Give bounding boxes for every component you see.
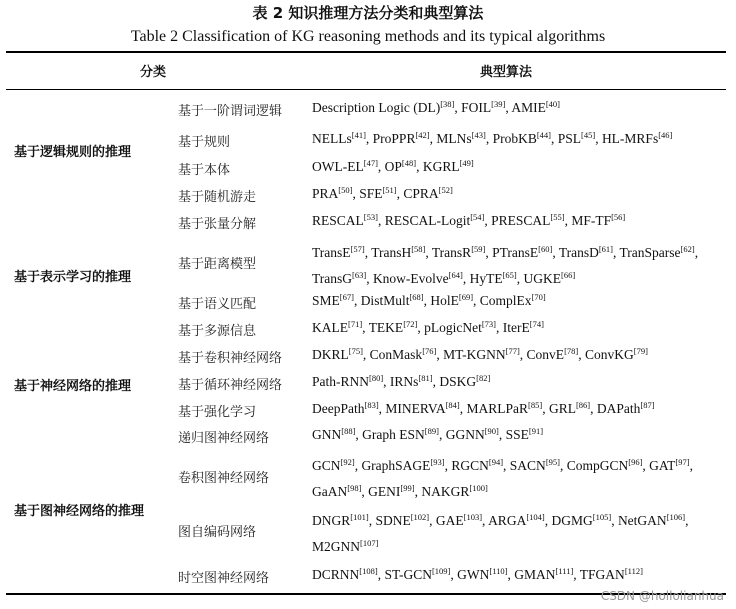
algorithm-item	[527, 347, 579, 362]
algorithm-item	[312, 458, 355, 473]
reference-number: [85]	[528, 400, 543, 410]
reference-number: [54]	[470, 212, 485, 222]
algorithm-name: GRL	[548, 401, 576, 416]
reference-number: [84]	[445, 400, 460, 410]
algorithm-item	[571, 213, 625, 228]
algorithm-name: FOIL	[461, 100, 492, 115]
algorithm-name: Graph ESN	[362, 427, 425, 442]
algorithm-name: RESCAL	[312, 213, 364, 228]
algorithm-item	[510, 458, 560, 473]
algorithm-name: GMAN	[514, 567, 556, 582]
reference-number: [100]	[469, 483, 488, 493]
reference-number: [68]	[409, 292, 424, 302]
algorithm-name: SFE	[359, 186, 383, 201]
algorithm-list: DKRL[75], ConMask[76], MT-KGNN[77], ConvE[78], ConvKG[79]	[312, 346, 648, 362]
algorithm-name: ComplEx	[479, 293, 532, 308]
algorithm-item	[430, 293, 473, 308]
algorithm-item	[312, 320, 362, 335]
header-rule	[6, 89, 726, 90]
algorithm-name: ProbKB	[492, 131, 537, 146]
subcategory-label: 基于语义匹配	[178, 297, 257, 312]
reference-number: [39]	[491, 99, 506, 109]
algorithm-item	[312, 100, 454, 115]
reference-number: [96]	[628, 457, 643, 467]
reference-number: [62]	[680, 244, 695, 254]
subcategory-label: 基于一阶谓词逻辑	[178, 104, 283, 119]
reference-number: [112]	[624, 566, 643, 576]
category-neural-network: 基于神经网络的推理	[14, 379, 132, 394]
algorithm-item	[506, 427, 543, 442]
algorithm-list: DeepPath[83], MINERVA[84], MARLPaR[85], GRL[86], DAPath[87]	[312, 400, 655, 416]
algorithm-list: DCRNN[108], ST-GCN[109], GWN[110], GMAN[111], TFGAN[112]	[312, 566, 643, 582]
algorithm-name: GraphSAGE	[361, 458, 431, 473]
algorithm-name: pLogicNet	[424, 320, 482, 335]
algorithm-name: ConvE	[526, 347, 565, 362]
algorithm-item	[443, 347, 520, 362]
algorithm-list: GNN[88], Graph ESN[89], GGNN[90], SSE[91]	[312, 426, 544, 442]
algorithm-item	[312, 401, 379, 416]
algorithm-name: NELLs	[312, 131, 352, 146]
algorithm-item	[424, 320, 496, 335]
algorithm-name: GGNN	[445, 427, 485, 442]
algorithm-name: DGMG	[551, 513, 593, 528]
reference-number: [99]	[400, 483, 415, 493]
algorithm-item	[312, 347, 363, 362]
algorithm-item	[312, 513, 369, 528]
reference-number: [69]	[458, 292, 474, 302]
reference-number: [59]	[471, 244, 486, 254]
algorithm-item	[457, 567, 507, 582]
algorithm-name: GAT	[649, 458, 676, 473]
algorithm-name: DeepPath	[312, 401, 365, 416]
algorithm-item	[470, 271, 517, 286]
algorithm-list: DNGR[101], SDNE[102], GAE[103], ARGA[104], DGMG[105], NetGAN[106], M2GNN[107]	[312, 512, 689, 554]
reference-number: [97]	[675, 457, 690, 467]
algorithm-name: HolE	[430, 293, 459, 308]
algorithm-name: MARLPaR	[466, 401, 529, 416]
algorithm-list: NELLs[41], ProPPR[42], MLNs[43], ProbKB[44], PSL[45], HL-MRFs[46]	[312, 130, 673, 146]
algorithm-item	[312, 131, 366, 146]
algorithm-name: GAE	[435, 513, 464, 528]
algorithm-item	[359, 186, 396, 201]
algorithm-name: GCN	[312, 458, 341, 473]
algorithm-item	[312, 271, 366, 286]
algorithm-item	[361, 458, 444, 473]
algorithm-list: Path-RNN[80], IRNs[81], DSKG[82]	[312, 373, 491, 389]
algorithm-item	[511, 100, 560, 115]
algorithm-item	[312, 213, 378, 228]
reference-number: [70]	[531, 292, 546, 302]
subcategory-label: 递归图神经网络	[178, 431, 270, 446]
reference-number: [79]	[633, 346, 648, 356]
algorithm-item	[446, 427, 499, 442]
category-graph-neural-network: 基于图神经网络的推理	[14, 504, 145, 519]
algorithm-name: SACN	[509, 458, 546, 473]
algorithm-item	[618, 513, 685, 528]
algorithm-name: SDNE	[375, 513, 411, 528]
algorithm-name: DSKG	[439, 374, 477, 389]
reference-number: [52]	[438, 185, 453, 195]
subcategory-label: 卷积图神经网络	[178, 471, 270, 486]
algorithm-item	[558, 131, 595, 146]
reference-number: [46]	[658, 130, 673, 140]
algorithm-name: IterE	[502, 320, 530, 335]
subcategory-label: 基于规则	[178, 135, 231, 150]
reference-number: [89]	[424, 426, 439, 436]
algorithm-item	[585, 347, 648, 362]
reference-number: [83]	[364, 400, 379, 410]
algorithm-item	[514, 567, 573, 582]
algorithm-item	[567, 458, 643, 473]
reference-number: [64]	[448, 270, 463, 280]
algorithm-item	[369, 320, 418, 335]
algorithm-list: GCN[92], GraphSAGE[93], RGCN[94], SACN[95], CompGCN[96], GAT[97], GaAN[98], GENI[99], NAKGR[100]	[312, 457, 693, 499]
algorithm-name: SME	[312, 293, 340, 308]
subcategory-label: 基于卷积神经网络	[178, 351, 283, 366]
table-title-chinese: 表 2 知识推理方法分类和典型算法	[252, 4, 484, 22]
reference-number: [105]	[592, 512, 612, 522]
algorithm-name: Path-RNN	[312, 374, 369, 389]
algorithm-item	[312, 539, 378, 554]
algorithm-name: M2GNN	[312, 539, 361, 554]
reference-number: [55]	[550, 212, 565, 222]
subcategory-label: 基于张量分解	[178, 217, 257, 232]
reference-number: [108]	[359, 566, 378, 576]
algorithm-item	[312, 159, 378, 174]
reference-number: [38]	[440, 99, 455, 109]
category-logic-rules: 基于逻辑规则的推理	[14, 145, 132, 160]
algorithm-item	[312, 245, 365, 260]
reference-number: [71]	[348, 319, 363, 329]
algorithm-name: GENI	[368, 484, 401, 499]
reference-number: [74]	[529, 319, 544, 329]
algorithm-list: RESCAL[53], RESCAL-Logit[54], PRESCAL[55], MF-TF[56]	[312, 212, 626, 228]
algorithm-name: ARGA	[488, 513, 527, 528]
algorithm-item	[451, 458, 503, 473]
algorithm-name: CompGCN	[566, 458, 629, 473]
reference-number: [41]	[351, 130, 366, 140]
algorithm-name: UGKE	[523, 271, 562, 286]
reference-number: [95]	[545, 457, 560, 467]
reference-number: [65]	[502, 270, 517, 280]
algorithm-name: PRA	[312, 186, 339, 201]
algorithm-name: GaAN	[312, 484, 348, 499]
header-category: 分类	[140, 65, 167, 80]
algorithm-item	[467, 401, 543, 416]
algorithm-name: PSL	[557, 131, 582, 146]
reference-number: [40]	[545, 99, 560, 109]
reference-number: [50]	[338, 185, 353, 195]
algorithm-name: Know-Evolve	[372, 271, 449, 286]
reference-number: [72]	[403, 319, 418, 329]
algorithm-item	[524, 271, 576, 286]
reference-number: [81]	[418, 373, 433, 383]
reference-number: [94]	[488, 457, 504, 467]
algorithm-item	[559, 245, 613, 260]
algorithm-name: TransH	[371, 245, 412, 260]
algorithm-item	[649, 458, 689, 473]
reference-number: [75]	[348, 346, 363, 356]
reference-number: [90]	[484, 426, 499, 436]
subcategory-label: 基于多源信息	[178, 324, 257, 339]
algorithm-name: DCRNN	[312, 567, 360, 582]
algorithm-name: DistMult	[360, 293, 410, 308]
algorithm-item	[385, 213, 485, 228]
algorithm-item	[597, 401, 655, 416]
algorithm-item	[312, 293, 354, 308]
algorithm-name: TransG	[312, 271, 353, 286]
header-algorithms: 典型算法	[480, 65, 533, 80]
algorithm-item	[602, 131, 672, 146]
algorithm-item	[480, 293, 546, 308]
algorithm-item	[549, 401, 590, 416]
algorithm-item	[375, 513, 429, 528]
reference-number: [82]	[476, 373, 491, 383]
reference-number: [73]	[481, 319, 497, 329]
algorithm-item	[439, 374, 490, 389]
reference-number: [63]	[352, 270, 367, 280]
algorithm-item	[370, 347, 437, 362]
reference-number: [109]	[431, 566, 451, 576]
subcategory-label: 时空图神经网络	[178, 571, 270, 586]
algorithm-name: DNGR	[312, 513, 351, 528]
algorithm-item	[403, 186, 452, 201]
algorithm-name: AMIE	[511, 100, 546, 115]
top-rule	[6, 51, 726, 53]
reference-number: [67]	[339, 292, 354, 302]
reference-number: [87]	[640, 400, 655, 410]
algorithm-name: NetGAN	[617, 513, 667, 528]
reference-number: [57]	[350, 244, 365, 254]
algorithm-name: IRNs	[389, 374, 419, 389]
subcategory-label: 图自编码网络	[178, 525, 257, 540]
reference-number: [78]	[564, 346, 579, 356]
algorithm-name: KGRL	[422, 159, 460, 174]
reference-number: [107]	[360, 538, 379, 548]
algorithm-name: TransR	[431, 245, 472, 260]
reference-number: [98]	[347, 483, 362, 493]
algorithm-name: ProPPR	[372, 131, 416, 146]
reference-number: [47]	[363, 158, 378, 168]
algorithm-name: OP	[384, 159, 402, 174]
reference-number: [66]	[561, 270, 576, 280]
reference-number: [102]	[410, 512, 430, 522]
reference-number: [93]	[430, 457, 445, 467]
reference-number: [91]	[528, 426, 544, 436]
table-title-english: Table 2 Classification of KG reasoning methods and its typical algorithms	[130, 28, 606, 45]
reference-number: [60]	[538, 244, 553, 254]
reference-number: [103]	[463, 512, 483, 522]
algorithm-list: TransE[57], TransH[58], TransR[59], PTransE[60], TransD[61], TranSparse[62], TransG[63], Know-Evolve[64], HyTE[65], UGKE[66]	[312, 244, 699, 286]
algorithm-item	[312, 186, 352, 201]
algorithm-item	[488, 513, 545, 528]
algorithm-name: PRESCAL	[491, 213, 551, 228]
reference-number: [49]	[459, 158, 474, 168]
algorithm-name: ConvKG	[584, 347, 634, 362]
algorithm-item	[552, 513, 612, 528]
algorithm-name: MLNs	[436, 131, 472, 146]
reference-number: [77]	[505, 346, 520, 356]
algorithm-list: OWL-EL[47], OP[48], KGRL[49]	[312, 158, 474, 174]
algorithm-name: ConMask	[369, 347, 423, 362]
category-representation-learning: 基于表示学习的推理	[14, 270, 132, 285]
reference-number: [80]	[369, 373, 384, 383]
algorithm-item	[312, 567, 378, 582]
algorithm-list: SME[67], DistMult[68], HolE[69], ComplEx[70]	[312, 292, 546, 308]
algorithm-item	[384, 567, 450, 582]
algorithm-name: SSE	[505, 427, 529, 442]
algorithm-name: OWL-EL	[312, 159, 364, 174]
algorithm-name: RGCN	[451, 458, 489, 473]
subcategory-label: 基于随机游走	[178, 190, 257, 205]
algorithm-list: PRA[50], SFE[51], CPRA[52]	[312, 185, 453, 201]
algorithm-name: CPRA	[403, 186, 439, 201]
watermark-footer: CSDN @hollolianhua	[600, 589, 724, 603]
reference-number: [48]	[401, 158, 417, 168]
algorithm-item	[368, 484, 414, 499]
algorithm-name: ST-GCN	[384, 567, 432, 582]
algorithm-item	[373, 271, 463, 286]
algorithm-item	[362, 427, 439, 442]
algorithm-name: MT-KGNN	[443, 347, 506, 362]
algorithm-item	[421, 484, 487, 499]
algorithm-item	[385, 159, 416, 174]
reference-number: [86]	[575, 400, 591, 410]
algorithm-name: TransE	[312, 245, 351, 260]
algorithm-name: RESCAL-Logit	[384, 213, 471, 228]
reference-number: [58]	[411, 244, 426, 254]
reference-number: [51]	[382, 185, 397, 195]
reference-number: [43]	[471, 130, 486, 140]
algorithm-name: HyTE	[469, 271, 503, 286]
algorithm-name: GWN	[457, 567, 490, 582]
reference-number: [111]	[555, 566, 574, 576]
subcategory-label: 基于本体	[178, 163, 231, 178]
algorithm-name: MF-TF	[571, 213, 612, 228]
algorithm-list: Description Logic (DL)[38], FOIL[39], AMIE[40]	[312, 99, 560, 115]
reference-number: [92]	[340, 457, 355, 467]
algorithm-item	[492, 245, 552, 260]
reference-number: [88]	[341, 426, 356, 436]
algorithm-list: KALE[71], TEKE[72], pLogicNet[73], IterE[74]	[312, 319, 544, 335]
subcategory-label: 基于强化学习	[178, 405, 257, 420]
reference-number: [45]	[581, 130, 596, 140]
algorithm-name: DAPath	[596, 401, 641, 416]
algorithm-item	[373, 131, 430, 146]
algorithm-item	[423, 159, 474, 174]
algorithm-item	[436, 131, 485, 146]
algorithm-name: GNN	[312, 427, 342, 442]
algorithm-item	[580, 567, 643, 582]
algorithm-item	[361, 293, 424, 308]
algorithm-name: NAKGR	[421, 484, 470, 499]
algorithm-name: Description Logic (DL)	[312, 100, 441, 115]
algorithm-item	[436, 513, 482, 528]
algorithm-item	[491, 213, 564, 228]
reference-number: [76]	[422, 346, 437, 356]
algorithm-item	[390, 374, 433, 389]
algorithm-item	[503, 320, 544, 335]
reference-number: [61]	[598, 244, 614, 254]
algorithm-name: KALE	[312, 320, 348, 335]
algorithm-name: TransD	[558, 245, 599, 260]
reference-number: [106]	[666, 512, 686, 522]
subcategory-label: 基于距离模型	[178, 257, 257, 272]
algorithm-name: DKRL	[312, 347, 349, 362]
reference-number: [101]	[350, 512, 369, 522]
algorithm-item	[312, 427, 355, 442]
algorithm-item	[461, 100, 505, 115]
algorithm-item	[620, 245, 695, 260]
reference-number: [104]	[526, 512, 545, 522]
algorithm-name: TEKE	[368, 320, 404, 335]
algorithm-name: HL-MRFs	[601, 131, 659, 146]
algorithm-item	[432, 245, 485, 260]
reference-number: [110]	[489, 566, 508, 576]
algorithm-item	[371, 245, 425, 260]
reference-number: [42]	[415, 130, 430, 140]
algorithm-item	[493, 131, 551, 146]
algorithm-name: PTransE	[492, 245, 539, 260]
algorithm-item	[312, 374, 383, 389]
reference-number: [56]	[611, 212, 626, 222]
subcategory-label: 基于循环神经网络	[178, 378, 283, 393]
algorithm-item	[312, 484, 361, 499]
algorithm-item	[385, 401, 459, 416]
reference-number: [53]	[363, 212, 378, 222]
algorithm-name: TranSparse	[619, 245, 681, 260]
reference-number: [44]	[536, 130, 551, 140]
algorithm-name: TFGAN	[579, 567, 625, 582]
algorithm-name: MINERVA	[385, 401, 446, 416]
